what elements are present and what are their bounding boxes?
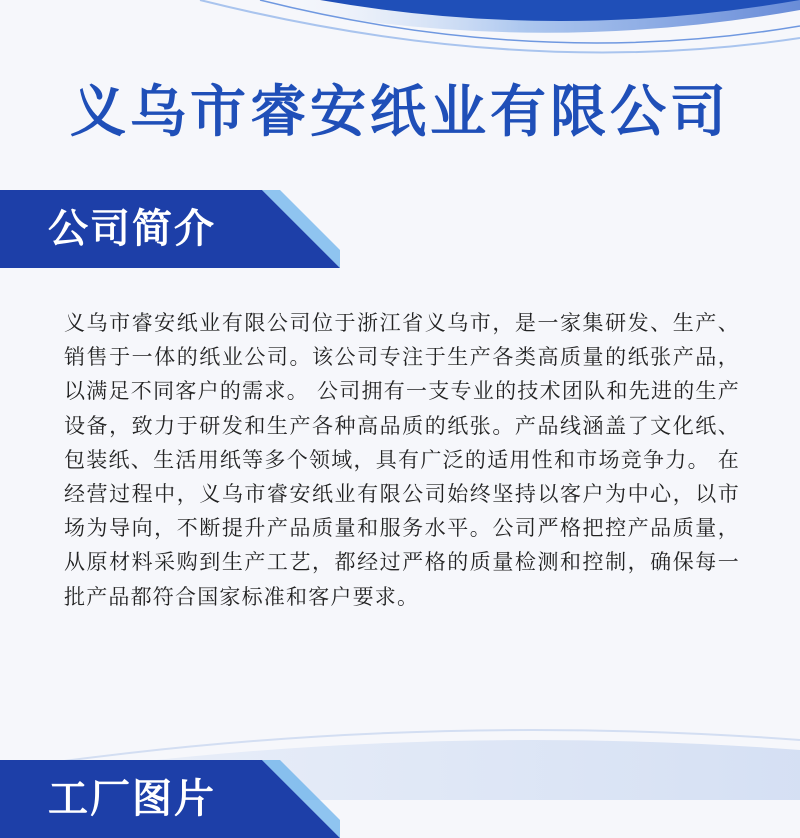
company-title: 义乌市睿安纸业有限公司 [70, 80, 730, 145]
top-wave-decoration [0, 0, 800, 80]
section-title-factory: 工厂图片 [48, 776, 216, 822]
section-banner-factory [0, 760, 340, 838]
company-intro-paragraph: 义乌市睿安纸业有限公司位于浙江省义乌市，是一家集研发、生产、销售于一体的纸业公司。该公司专注于生产各类高质量的纸张产品，以满足不同客户的需求。 公司拥有一支专业的技术团队和先进的生产设备，致力于研发和生产各种高品质的纸张。产品线涵盖了文化纸、包装纸、生活用纸等多个领域，具有广泛的适用性和市场竞争力。 在经营过程中，义乌市睿安纸业有限公司始终坚持以客户为中心，以市场为导向，不断提升产品质量和服务水平。公司严格把控产品质量，从原材料采购到生产工艺，都经过严格的质量检测和控制，确保每一批产品都符合国家标准和客户要求。 [64, 311, 740, 609]
section-banner-intro [0, 190, 340, 268]
section-title-intro: 公司简介 [48, 206, 216, 252]
